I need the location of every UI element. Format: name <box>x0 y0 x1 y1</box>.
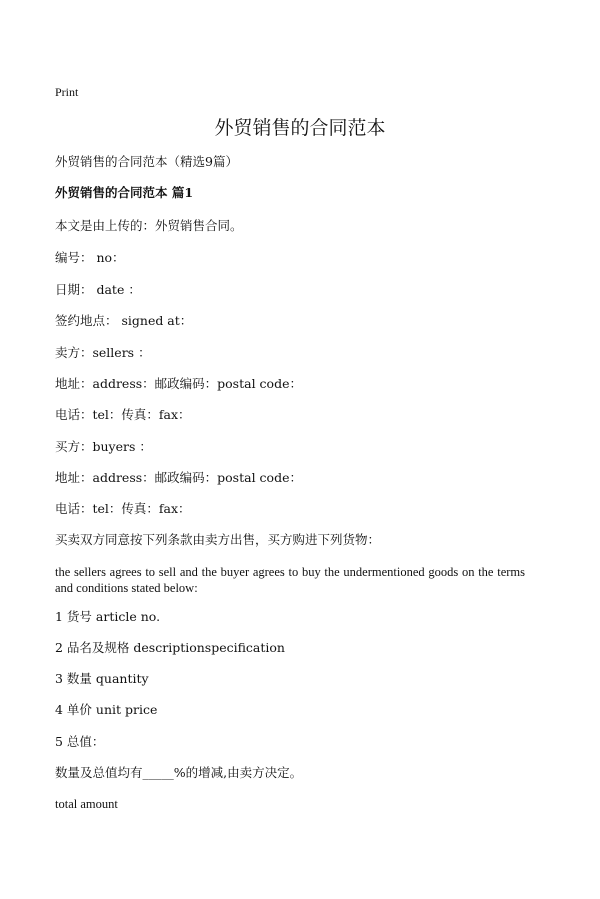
seller-phone-line: 电话：tel：传真：fax： <box>55 407 191 422</box>
item-description: 2 品名及规格 descriptionspecification <box>55 640 285 655</box>
date-line: 日期： date ： <box>55 282 141 297</box>
document-title: 外贸销售的合同范本 <box>214 117 386 139</box>
print-link[interactable]: Print <box>55 85 79 99</box>
contract-number-line: 编号： no： <box>55 250 125 265</box>
document-subtitle: 外贸销售的合同范本（精选9篇） <box>55 154 238 169</box>
buyer-phone-line: 电话：tel：传真：fax： <box>55 501 191 516</box>
buyer-address-line: 地址：address：邮政编码：postal code： <box>55 470 302 485</box>
item-article-no: 1 货号 article no. <box>55 609 161 624</box>
item-unit-price: 4 单价 unit price <box>55 702 158 717</box>
buyer-line: 买方：buyers ： <box>55 439 152 454</box>
seller-line: 卖方：sellers ： <box>55 345 151 360</box>
section-heading: 外贸销售的合同范本 篇1 <box>55 185 194 200</box>
english-agreement-paragraph: the sellers agrees to sell and the buyer agrees to buy the undermentioned goods on the terms and conditions stated below: <box>55 565 525 595</box>
total-amount-line: total amount <box>55 797 118 811</box>
agreement-line: 买卖双方同意按下列条款由卖方出售，买方购进下列货物： <box>55 532 381 547</box>
intro-line: 本文是由上传的：外贸销售合同。 <box>55 218 243 233</box>
item-total-value: 5 总值： <box>55 734 105 749</box>
variance-clause: 数量及总值均有_____%的增减,由卖方决定。 <box>55 765 303 780</box>
item-quantity: 3 数量 quantity <box>55 671 149 686</box>
signing-place-line: 签约地点： signed at： <box>55 313 193 328</box>
seller-address-line: 地址：address：邮政编码：postal code： <box>55 376 302 391</box>
